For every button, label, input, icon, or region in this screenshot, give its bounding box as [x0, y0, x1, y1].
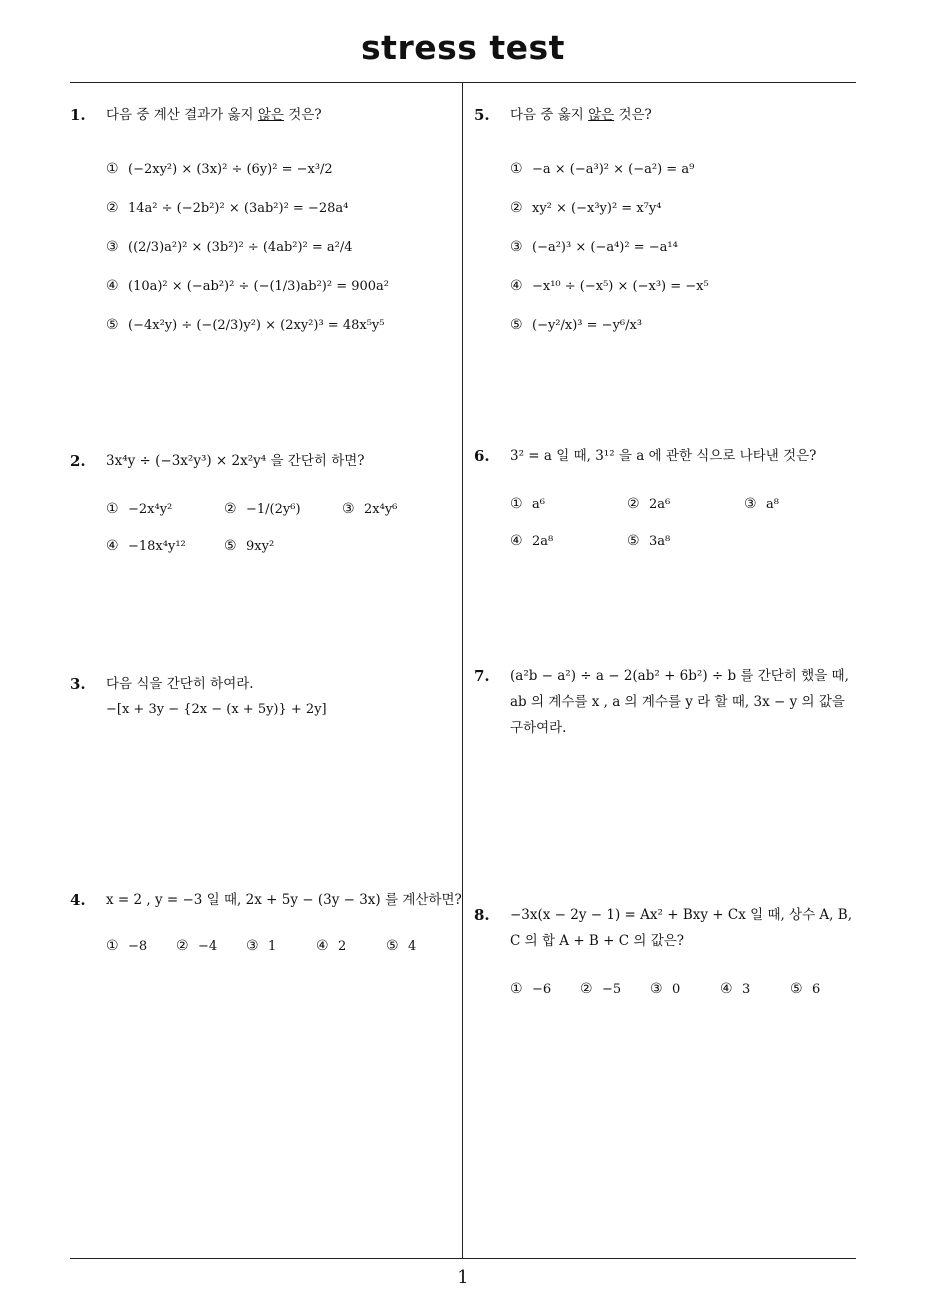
- question-text: −3x(x − 2y − 1) = Ax² + Bxy + Cx 일 때, 상수 A, B, C 의 합 A + B + C 의 값은?: [510, 907, 852, 949]
- choice-expression: 2x⁴y⁶: [364, 502, 398, 517]
- question-text: [510, 102, 870, 128]
- choice-marker: ④: [720, 981, 733, 997]
- choice-marker: ①: [510, 496, 523, 512]
- choice-item[interactable]: [316, 933, 386, 960]
- choice-expression: 14a² ÷ (−2b²)² × (3ab²)² = −28a⁴: [128, 201, 349, 216]
- page-title: stress test: [361, 28, 565, 67]
- choice-expression: 0: [672, 982, 681, 997]
- choice-expression: −6: [532, 982, 552, 997]
- choice-marker: ②: [627, 496, 640, 512]
- choice-marker: ②: [510, 200, 523, 216]
- choice-marker: ⑤: [224, 538, 237, 554]
- choice-item[interactable]: [106, 234, 466, 261]
- choice-list: [510, 156, 870, 339]
- choice-expression: −x¹⁰ ÷ (−x⁵) × (−x³) = −x⁵: [532, 279, 709, 294]
- choice-marker: ⑤: [106, 317, 119, 333]
- page-number: 1: [457, 1267, 469, 1288]
- choice-item[interactable]: [106, 156, 466, 183]
- choice-expression: (−4x²y) ÷ (−(2/3)y²) × (2xy²)³ = 48x⁵y⁵: [128, 318, 385, 333]
- choice-item[interactable]: [510, 234, 870, 261]
- choice-item[interactable]: [106, 933, 176, 960]
- choice-list: [510, 976, 858, 1003]
- choice-expression: −18x⁴y¹²: [128, 539, 186, 554]
- choice-item[interactable]: [510, 312, 870, 339]
- choice-expression: (10a)² × (−ab²)² ÷ (−(1/3)ab²)² = 900a²: [128, 279, 390, 294]
- choice-marker: ④: [510, 533, 523, 549]
- choice-marker: ①: [510, 981, 523, 997]
- question-text: 3x⁴y ÷ (−3x²y³) × 2x²y⁴ 을 간단히 하면?: [106, 453, 365, 469]
- choice-expression: −8: [128, 939, 148, 954]
- choice-item[interactable]: [510, 528, 627, 555]
- choice-expression: 3: [742, 982, 751, 997]
- question-text-part: 다음 중 옳지: [510, 107, 589, 123]
- choice-marker: ②: [176, 938, 189, 954]
- question-3: [70, 671, 466, 723]
- question-6: [474, 443, 870, 565]
- choice-expression: −4: [198, 939, 218, 954]
- choice-marker: ②: [224, 501, 237, 517]
- choice-marker: ④: [510, 278, 523, 294]
- choice-item[interactable]: [650, 976, 720, 1003]
- question-1: [70, 102, 466, 349]
- question-number: 7.: [474, 667, 490, 685]
- question-7: [474, 663, 858, 741]
- question-text-underlined: 않은: [588, 107, 615, 123]
- choice-marker: ⑤: [790, 981, 803, 997]
- choice-expression: 2a⁶: [649, 497, 671, 512]
- choice-marker: ③: [650, 981, 663, 997]
- choice-marker: ①: [106, 938, 119, 954]
- choice-marker: ③: [744, 496, 757, 512]
- choice-item[interactable]: [510, 195, 870, 222]
- choice-item[interactable]: [510, 273, 870, 300]
- question-number: 8.: [474, 906, 490, 924]
- choice-item[interactable]: [176, 933, 246, 960]
- choice-item[interactable]: [224, 496, 342, 523]
- header-rule: [70, 82, 856, 83]
- question-text-part: 것은?: [283, 107, 322, 123]
- question-8: [474, 902, 858, 1013]
- choice-item[interactable]: [580, 976, 650, 1003]
- choice-marker: ①: [106, 501, 119, 517]
- choice-list: [106, 933, 466, 960]
- choice-item[interactable]: [510, 156, 870, 183]
- question-number: 2.: [70, 452, 86, 470]
- choice-item[interactable]: [510, 976, 580, 1003]
- choice-marker: ②: [106, 200, 119, 216]
- choice-expression: −2x⁴y²: [128, 502, 173, 517]
- choice-item[interactable]: [246, 933, 316, 960]
- question-text-part: 것은?: [614, 107, 652, 123]
- choice-item[interactable]: [386, 933, 416, 960]
- choice-expression: 4: [408, 939, 417, 954]
- choice-expression: 2a⁸: [532, 534, 554, 549]
- choice-marker: ⑤: [627, 533, 640, 549]
- choice-marker: ③: [510, 239, 523, 255]
- question-4: [70, 887, 466, 970]
- choice-marker: ③: [246, 938, 259, 954]
- choice-item[interactable]: [106, 496, 224, 523]
- choice-expression: (−y²/x)³ = −y⁶/x³: [532, 318, 643, 333]
- choice-marker: ①: [510, 161, 523, 177]
- question-expression: −[x + 3y − {2x − (x + 5y)} + 2y]: [106, 702, 327, 717]
- choice-item[interactable]: [744, 491, 779, 518]
- question-text-part: 다음 중 계산 결과가 옳지: [106, 107, 258, 123]
- choice-expression: −a × (−a³)² × (−a²) = a⁹: [532, 162, 695, 177]
- choice-marker: ④: [106, 278, 119, 294]
- choice-item[interactable]: [720, 976, 790, 1003]
- question-number: 6.: [474, 447, 490, 465]
- choice-list: [106, 496, 466, 560]
- choice-expression: xy² × (−x³y)² = x⁷y⁴: [532, 201, 662, 216]
- choice-marker: ②: [580, 981, 593, 997]
- choice-marker: ⑤: [510, 317, 523, 333]
- question-number: 4.: [70, 891, 86, 909]
- choice-expression: 3a⁸: [649, 534, 671, 549]
- question-number: 1.: [70, 106, 86, 124]
- choice-item[interactable]: [342, 496, 397, 523]
- choice-expression: 1: [268, 939, 277, 954]
- choice-expression: (−a²)³ × (−a⁴)² = −a¹⁴: [532, 240, 678, 255]
- choice-item[interactable]: [106, 195, 466, 222]
- choice-item[interactable]: [106, 273, 466, 300]
- footer-rule: [70, 1258, 856, 1259]
- choice-marker: ①: [106, 161, 119, 177]
- choice-expression: −1/(2y⁶): [246, 502, 301, 517]
- choice-item[interactable]: [627, 491, 744, 518]
- choice-marker: ③: [106, 239, 119, 255]
- choice-expression: 6: [812, 982, 821, 997]
- choice-list: [106, 156, 466, 339]
- choice-expression: 9xy²: [246, 539, 275, 554]
- question-number: 3.: [70, 675, 86, 693]
- choice-item[interactable]: [790, 976, 820, 1003]
- choice-item[interactable]: [627, 528, 670, 555]
- choice-item[interactable]: [510, 491, 627, 518]
- question-text: (a²b − a²) ÷ a − 2(ab² + 6b²) ÷ b 를 간단히 했을 때, ab 의 계수를 x , a 의 계수를 y 라 할 때, 3x − y 의 값을 구하여라.: [510, 668, 849, 736]
- choice-marker: ⑤: [386, 938, 399, 954]
- choice-item[interactable]: [106, 312, 466, 339]
- choice-marker: ④: [106, 538, 119, 554]
- question-number: 5.: [474, 106, 490, 124]
- question-text: 다음 식을 간단히 하여라.: [106, 676, 254, 692]
- question-text: 3² = a 일 때, 3¹² 을 a 에 관한 식으로 나타낸 것은?: [510, 448, 817, 464]
- question-text: [106, 102, 466, 128]
- question-5: [474, 102, 870, 349]
- choice-expression: a⁸: [766, 497, 779, 512]
- choice-expression: a⁶: [532, 497, 545, 512]
- choice-list: [510, 491, 870, 555]
- choice-expression: 2: [338, 939, 347, 954]
- question-text-underlined: 않은: [257, 107, 284, 123]
- choice-marker: ④: [316, 938, 329, 954]
- choice-expression: ((2/3)a²)² × (3b²)² ÷ (4ab²)² = a²/4: [128, 240, 353, 255]
- choice-expression: −5: [602, 982, 622, 997]
- choice-item[interactable]: [106, 533, 224, 560]
- choice-marker: ③: [342, 501, 355, 517]
- question-text: x = 2 , y = −3 일 때, 2x + 5y − (3y − 3x) 를 계산하면?: [106, 892, 462, 908]
- choice-expression: (−2xy²) × (3x)² ÷ (6y)² = −x³/2: [128, 162, 333, 177]
- question-2: [70, 448, 466, 570]
- choice-item[interactable]: [224, 533, 274, 560]
